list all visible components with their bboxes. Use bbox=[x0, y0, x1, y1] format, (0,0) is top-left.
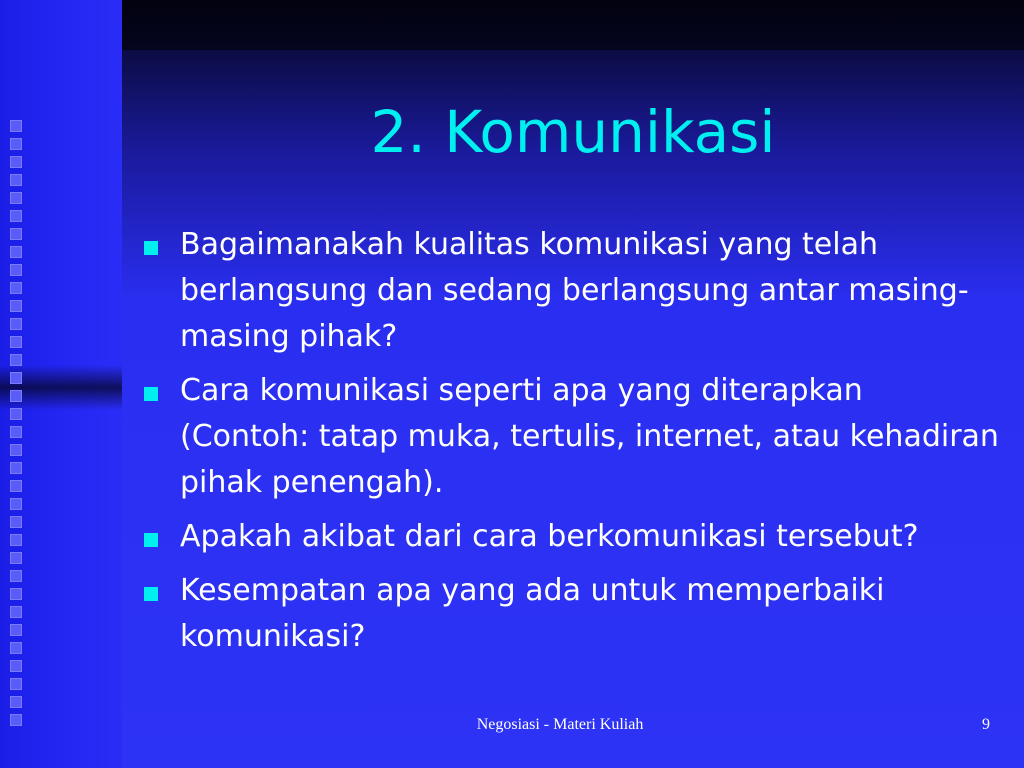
decorative-square bbox=[10, 624, 22, 636]
decorative-square bbox=[10, 390, 22, 402]
decorative-square bbox=[10, 282, 22, 294]
decorative-square bbox=[10, 354, 22, 366]
decorative-square bbox=[10, 444, 22, 456]
bullet-item bbox=[140, 568, 1000, 660]
decorative-square bbox=[10, 642, 22, 654]
decorative-square bbox=[10, 696, 22, 708]
decorative-square bbox=[10, 210, 22, 222]
page-number: 9 bbox=[982, 716, 990, 733]
decorative-square bbox=[10, 336, 22, 348]
decorative-square bbox=[10, 678, 22, 690]
square-bullet-icon bbox=[144, 387, 158, 401]
bullet-item bbox=[140, 514, 1000, 560]
bullet-text: Kesempatan apa yang ada untuk memperbaiki komunikasi? bbox=[180, 573, 885, 654]
square-bullet-icon bbox=[144, 587, 158, 601]
decorative-square bbox=[10, 552, 22, 564]
decorative-square bbox=[10, 714, 22, 726]
decorative-square bbox=[10, 498, 22, 510]
decorative-square bbox=[10, 174, 22, 186]
decorative-square bbox=[10, 228, 22, 240]
square-bullet-icon bbox=[144, 241, 158, 255]
decorative-squares bbox=[10, 120, 26, 732]
decorative-square bbox=[10, 120, 22, 132]
bullet-list bbox=[140, 222, 1000, 668]
square-bullet-icon bbox=[144, 533, 158, 547]
bullet-item bbox=[140, 368, 1000, 506]
decorative-square bbox=[10, 516, 22, 528]
decorative-square bbox=[10, 372, 22, 384]
bullet-item bbox=[140, 222, 1000, 360]
slide-title: 2. Komunikasi bbox=[370, 98, 776, 166]
bullet-text: Cara komunikasi seperti apa yang diterapkan (Contoh: tatap muka, tertulis, internet, atau kehadiran pihak penengah). bbox=[180, 373, 999, 500]
decorative-square bbox=[10, 192, 22, 204]
decorative-square bbox=[10, 462, 22, 474]
decorative-square bbox=[10, 570, 22, 582]
decorative-square bbox=[10, 318, 22, 330]
top-header-band bbox=[122, 0, 1024, 50]
footer-caption: Negosiasi - Materi Kuliah bbox=[476, 716, 644, 733]
decorative-square bbox=[10, 534, 22, 546]
decorative-square bbox=[10, 660, 22, 672]
decorative-square bbox=[10, 138, 22, 150]
decorative-square bbox=[10, 480, 22, 492]
decorative-square bbox=[10, 246, 22, 258]
decorative-square bbox=[10, 408, 22, 420]
decorative-square bbox=[10, 426, 22, 438]
decorative-square bbox=[10, 588, 22, 600]
bullet-text: Apakah akibat dari cara berkomunikasi tersebut? bbox=[180, 519, 919, 554]
decorative-square bbox=[10, 264, 22, 276]
decorative-square bbox=[10, 606, 22, 618]
bullet-text: Bagaimanakah kualitas komunikasi yang telah berlangsung dan sedang berlangsung antar masing-masing pihak? bbox=[180, 227, 969, 354]
decorative-square bbox=[10, 156, 22, 168]
decorative-square bbox=[10, 300, 22, 312]
